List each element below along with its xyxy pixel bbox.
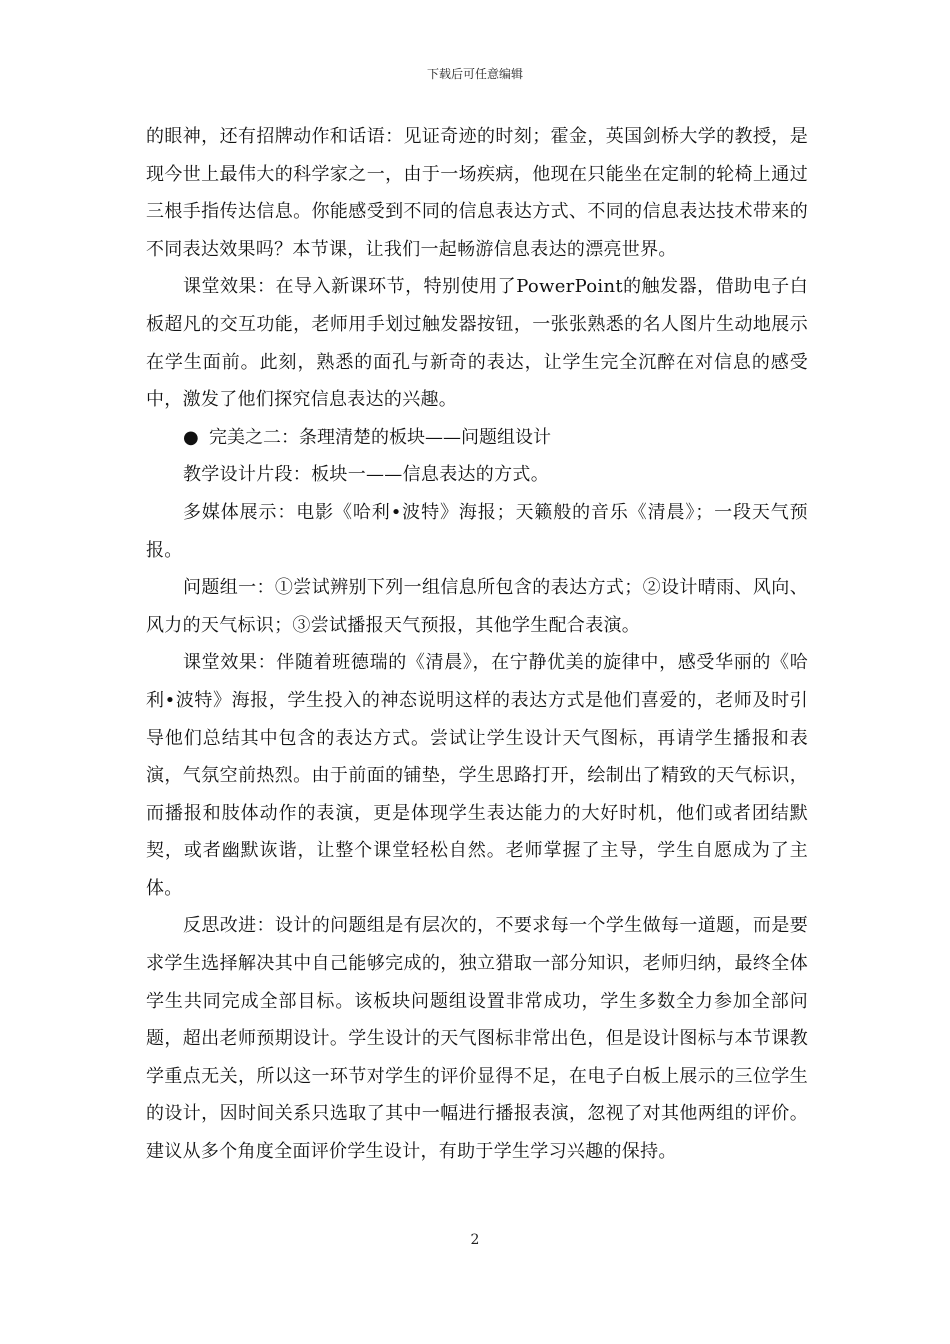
bullet-dot-icon: ● (183, 426, 199, 448)
bullet-heading-text: 完美之二：条理清楚的板块——问题组设计 (209, 426, 551, 448)
paragraph-reflection: 反思改进：设计的问题组是有层次的，不要求每一个学生做每一道题，而是要求学生选择解决其中自己能够完成的，独立猎取一部分知识，老师归纳，最终全体学生共同完成全部目标。该板块问题组设置非常成功，学生多数全力参加全部问题，超出老师预期设计。学生设计的天气图标非常出色，但是设计图标与本节课教学重点无关，所以这一环节对学生的评价显得不足，在电子白板上展示的三位学生的设计，因时间关系只选取了其中一幅进行播报表演，忽视了对其他两组的评价。建议从多个角度全面评价学生设计，有助于学生学习兴趣的保持。 (146, 915, 808, 1163)
paragraph-classroom-effect-1: 课堂效果：在导入新课环节，特别使用了PowerPoint的触发器，借助电子白板超凡的交互功能，老师用手划过触发器按钮，一张张熟悉的名人图片生动地展示在学生面前。此刻，熟悉的面孔与新奇的表达，让学生完全沉醉在对信息的感受中，激发了他们探究信息表达的兴趣。 (146, 276, 808, 411)
paragraph-question-group: 问题组一：①尝试辨别下列一组信息所包含的表达方式；②设计晴雨、风向、风力的天气标识；③尝试播报天气预报，其他学生配合表演。 (146, 577, 808, 636)
paragraph-teaching-design: 教学设计片段：板块一——信息表达的方式。 (183, 464, 549, 486)
paragraph-intro-continuation: 的眼神，还有招牌动作和话语：见证奇迹的时刻；霍金，英国剑桥大学的教授，是现今世上最伟大的科学家之一，由于一场疾病，他现在只能坐在定制的轮椅上通过三根手指传达信息。你能感受到不同的信息表达方式、不同的信息表达技术带来的不同表达效果吗？本节课，让我们一起畅游信息表达的漂亮世界。 (146, 126, 808, 260)
bullet-heading (146, 419, 808, 457)
paragraph-multimedia: 多媒体展示：电影《哈利•波特》海报；天籁般的音乐《清晨》；一段天气预报。 (146, 501, 808, 561)
page-header: 下载后可任意编辑 (426, 67, 523, 81)
page-number: 2 (470, 1232, 480, 1248)
paragraph-classroom-effect-2: 课堂效果：伴随着班德瑞的《清晨》，在宁静优美的旋律中，感受华丽的《哈利•波特》海报，学生投入的神态说明这样的表达方式是他们喜爱的，老师及时引导他们总结其中包含的表达方式。尝试让学生设计天气图标，再请学生播报和表演，气氛空前热烈。由于前面的铺垫，学生思路打开，绘制出了精致的天气标识，而播报和肢体动作的表演，更是体现学生表达能力的大好时机，他们或者团结默契，或者幽默诙谐，让整个课堂轻松自然。老师掌握了主导，学生自愿成为了主体。 (146, 652, 808, 899)
document-body (146, 118, 808, 1171)
